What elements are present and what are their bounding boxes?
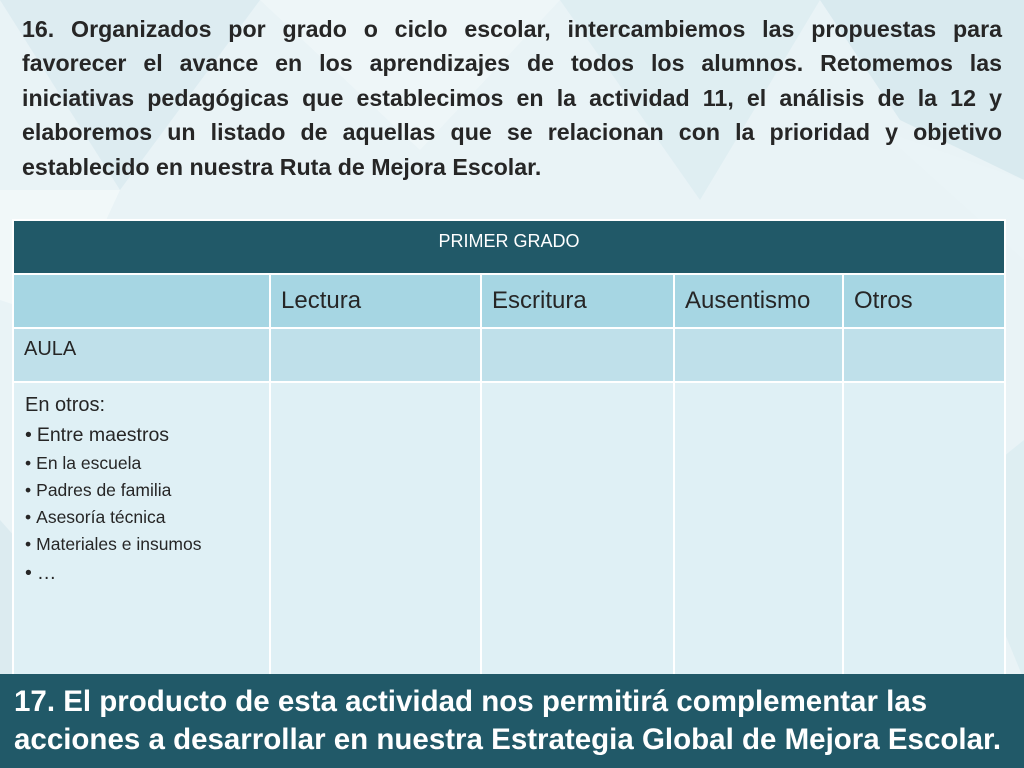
cell-aula-otros[interactable] xyxy=(843,328,1005,382)
cell-otros-escritura[interactable] xyxy=(481,382,674,683)
cell-aula-escritura[interactable] xyxy=(481,328,674,382)
footer-banner xyxy=(0,674,1024,768)
column-header-lectura: Lectura xyxy=(270,274,481,328)
column-header-empty xyxy=(13,274,270,328)
list-item: • Materiales e insumos xyxy=(25,534,202,554)
footer-text: 17. El producto de esta actividad nos permitirá complementar las acciones a desarrollar en nuestra Estrategia Global de Mejora Escolar. xyxy=(14,685,1002,756)
row-label-en-otros xyxy=(13,382,270,683)
instruction-text: 16. Organizados por grado o ciclo escolar, intercambiemos las propuestas para favorecer el avance en los aprendizajes de todos los alumnos. Retomemos las iniciativas pedagógicas que establecimos en la actividad 11, el análisis de la 12 y elaboremos un listado de aquellas que se relacionan con la prioridad y objetivo establecido en nuestra Ruta de Mejora Escolar. xyxy=(22,16,1002,180)
cell-aula-ausentismo[interactable] xyxy=(674,328,843,382)
en-otros-list xyxy=(25,420,269,588)
list-item: • Padres de familia xyxy=(25,480,172,500)
cell-otros-otros[interactable] xyxy=(843,382,1005,683)
row-label-aula: AULA xyxy=(13,328,270,382)
list-item: • … xyxy=(25,562,57,584)
en-otros-title: En otros: xyxy=(25,394,106,416)
list-item: • Asesoría técnica xyxy=(25,507,166,527)
column-header-ausentismo: Ausentismo xyxy=(674,274,843,328)
table-row-en-otros xyxy=(13,382,1005,683)
cell-aula-lectura[interactable] xyxy=(270,328,481,382)
grade-table xyxy=(12,219,1006,684)
list-item: • Entre maestros xyxy=(25,424,170,446)
column-header-escritura: Escritura xyxy=(481,274,674,328)
column-header-row xyxy=(13,274,1005,328)
table-title-row xyxy=(13,220,1005,274)
table-row-aula xyxy=(13,328,1005,382)
table-title: PRIMER GRADO xyxy=(13,220,1005,274)
cell-otros-lectura[interactable] xyxy=(270,382,481,683)
cell-otros-ausentismo[interactable] xyxy=(674,382,843,683)
column-header-otros: Otros xyxy=(843,274,1005,328)
list-item: • En la escuela xyxy=(25,453,142,473)
